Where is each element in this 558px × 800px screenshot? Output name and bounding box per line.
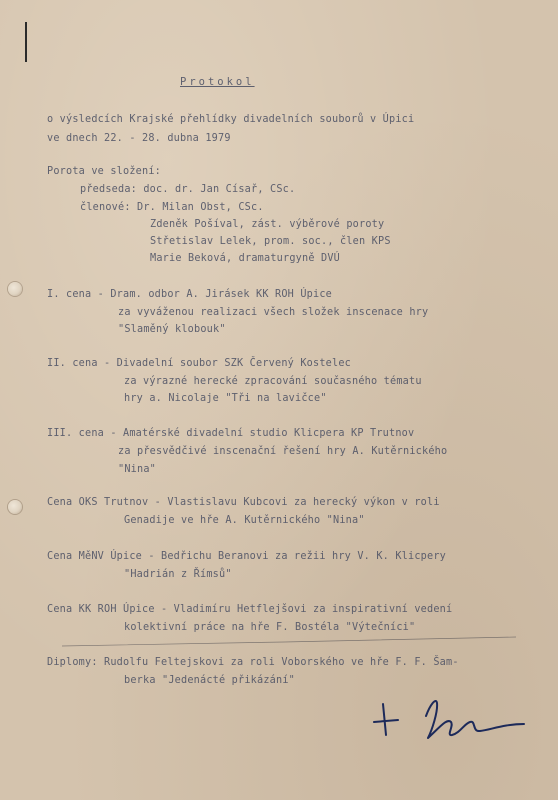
award-1-line-3: "Slaměný klobouk" — [118, 324, 226, 335]
award-6-line-2: kolektivní práce na hře F. Bostéla "Výtečníci" — [124, 622, 416, 633]
award-4-line-2: Genadije ve hře A. Kutěrnického "Nina" — [124, 515, 365, 526]
award-4-line-1: Cena OKS Trutnov - Vlastislavu Kubcovi za herecký výkon v roli — [47, 497, 440, 508]
award-6-line-1: Cena KK ROH Úpice - Vladimíru Hetflejšovi za inspirativní vedení — [47, 604, 453, 615]
intro-line-2: ve dnech 22. - 28. dubna 1979 — [47, 133, 231, 144]
award-1-line-2: za vyváženou realizaci všech složek inscenace hry — [118, 307, 429, 318]
award-5-line-2: "Hadrián z Římsů" — [124, 569, 232, 580]
award-3-line-1: III. cena - Amatérské divadelní studio Klicpera KP Trutnov — [47, 428, 415, 439]
award-3-line-2: za přesvědčivé inscenační řešení hry A. Kutěrnického — [118, 446, 448, 457]
award-1-line-1: I. cena - Dram. odbor A. Jirásek KK ROH Úpice — [47, 289, 333, 300]
document-title: Protokol — [180, 76, 255, 88]
jury-member: Zdeněk Pošíval, zást. výběrové poroty — [150, 219, 385, 230]
diplomas-line-2: berka "Jedenácté přikázání" — [124, 675, 296, 686]
award-2-line-3: hry a. Nicolaje "Tři na lavičce" — [124, 393, 327, 404]
award-2-line-1: II. cena - Divadelní soubor SZK Červený Kostelec — [47, 358, 352, 369]
jury-member: Střetislav Lelek, prom. soc., člen KPS — [150, 236, 391, 247]
jury-heading: Porota ve složení: — [47, 166, 162, 177]
award-2-line-2: za výrazné herecké zpracování současného tématu — [124, 376, 422, 387]
jury-chair: předseda: doc. dr. Jan Císař, CSc. — [80, 184, 296, 195]
intro-line-1: o výsledcích Krajské přehlídky divadelních souborů v Úpici — [47, 114, 415, 125]
jury-member: členové: Dr. Milan Obst, CSc. — [80, 202, 264, 213]
award-3-line-3: "Nina" — [118, 464, 157, 475]
diplomas-line-1: Diplomy: Rudolfu Feltejskovi za roli Voborského ve hře F. F. Šam- — [47, 657, 459, 668]
award-5-line-1: Cena MěNV Úpice - Bedřichu Beranovi za režii hry V. K. Klicpery — [47, 551, 447, 562]
jury-member: Marie Beková, dramaturgyně DVÚ — [150, 253, 341, 264]
